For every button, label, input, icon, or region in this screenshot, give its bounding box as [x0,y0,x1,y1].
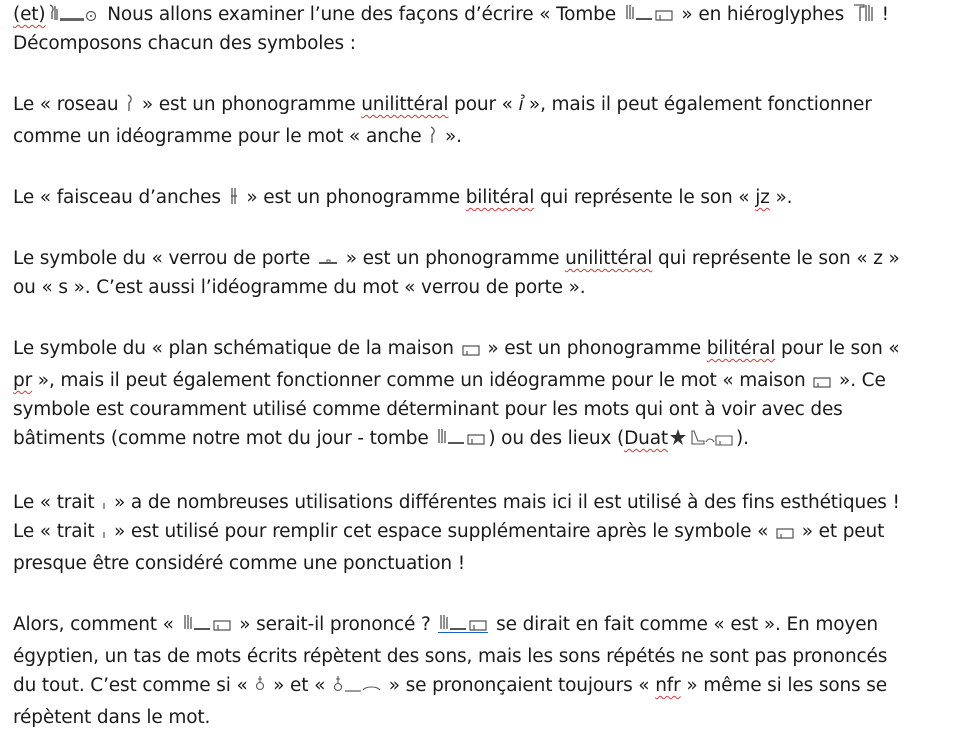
duat-word-icon [670,427,734,447]
paragraph-intro-line-1: (et) Nous allons examiner l’une des façons d’écrire « Tombe » en hiéroglyphes ! [13,4,889,25]
document-body [13,0,948,732]
reed-line-1: Le « roseau » est un phonogramme unilittéral pour « ꞽ », mais il peut également fonctionner [13,94,872,115]
spacer [13,58,948,90]
spacer [13,212,948,244]
house-plan-line-2: pr », mais il peut également fonctionner comme un idéogramme pour le mot « maison ». Ce [13,370,886,391]
house-plan-line-4: bâtiments (comme notre mot du jour - tombe ) ou des lieux (Duat ). [13,428,749,449]
nefer-icon [255,674,265,694]
door-bolt-line-2: ou « s ». C’est aussi l’idéogramme du mot « verrou de porte ». [13,277,586,298]
intro-glyph-group-icon [47,3,99,23]
spacer [13,456,948,488]
pronunciation-line-1: Alors, comment « » serait-il prononcé ? se dirait en fait comme « est ». En moyen [13,614,879,635]
tomb-word-icon [436,427,486,447]
spacer [13,151,948,183]
reed-bundle-line: Le « faisceau d’anches » est un phonogramme bilitéral qui représente le son « jz ». [13,187,793,208]
paragraph-intro-line-2: Décomposons chacun des symboles : [13,33,356,54]
stroke-line-1: Le « trait » a de nombreuses utilisations différentes mais ici il est utilisé à des fins esthétiques ! [13,492,900,513]
stroke-line-3: presque être considéré comme une ponctuation ! [13,553,465,574]
word-et: (et) [13,4,46,25]
spacer [13,578,948,610]
reed-icon [126,93,134,113]
pronunciation-line-3: du tout. C’est comme si « » et « » se prononçaient toujours « nfr » même si les sons se [13,675,887,696]
reed-line-2: comme un idéogramme pour le mot « anche ». [13,126,462,147]
reed-icon [429,125,437,145]
tomb-word-link-icon[interactable] [438,613,488,633]
house-plan-line-3: symbole est couramment utilisé comme déterminant pour les mots qui ont à voir avec des [13,399,843,420]
house-plan-icon [776,520,794,540]
door-bolt-icon [318,247,338,267]
stroke-line-2: Le « trait » est utilisé pour remplir cet espace supplémentaire après le symbole « » et peut [13,521,885,542]
tomb-word-icon [182,613,232,633]
reed-bundle-icon [229,186,239,206]
pronunciation-line-2: égyptien, un tas de mots écrits répètent des sons, mais les sons répétés ne sont pas prononcés [13,646,888,667]
house-plan-icon [462,337,480,357]
pronunciation-line-4: répètent dans le mot. [13,707,211,728]
house-plan-line-1: Le symbole du « plan schématique de la maison » est un phonogramme bilitéral pour le son « [13,338,900,359]
door-bolt-line-1: Le symbole du « verrou de porte » est un phonogramme unilittéral qui représente le son « z » [13,248,900,269]
nefer-word-icon [333,674,381,694]
hieroglyph-word-icon [852,3,874,23]
house-plan-icon [813,369,831,389]
tomb-word-icon [624,3,674,23]
spacer [13,302,948,334]
stroke-icon [102,520,106,540]
stroke-icon [102,491,106,511]
